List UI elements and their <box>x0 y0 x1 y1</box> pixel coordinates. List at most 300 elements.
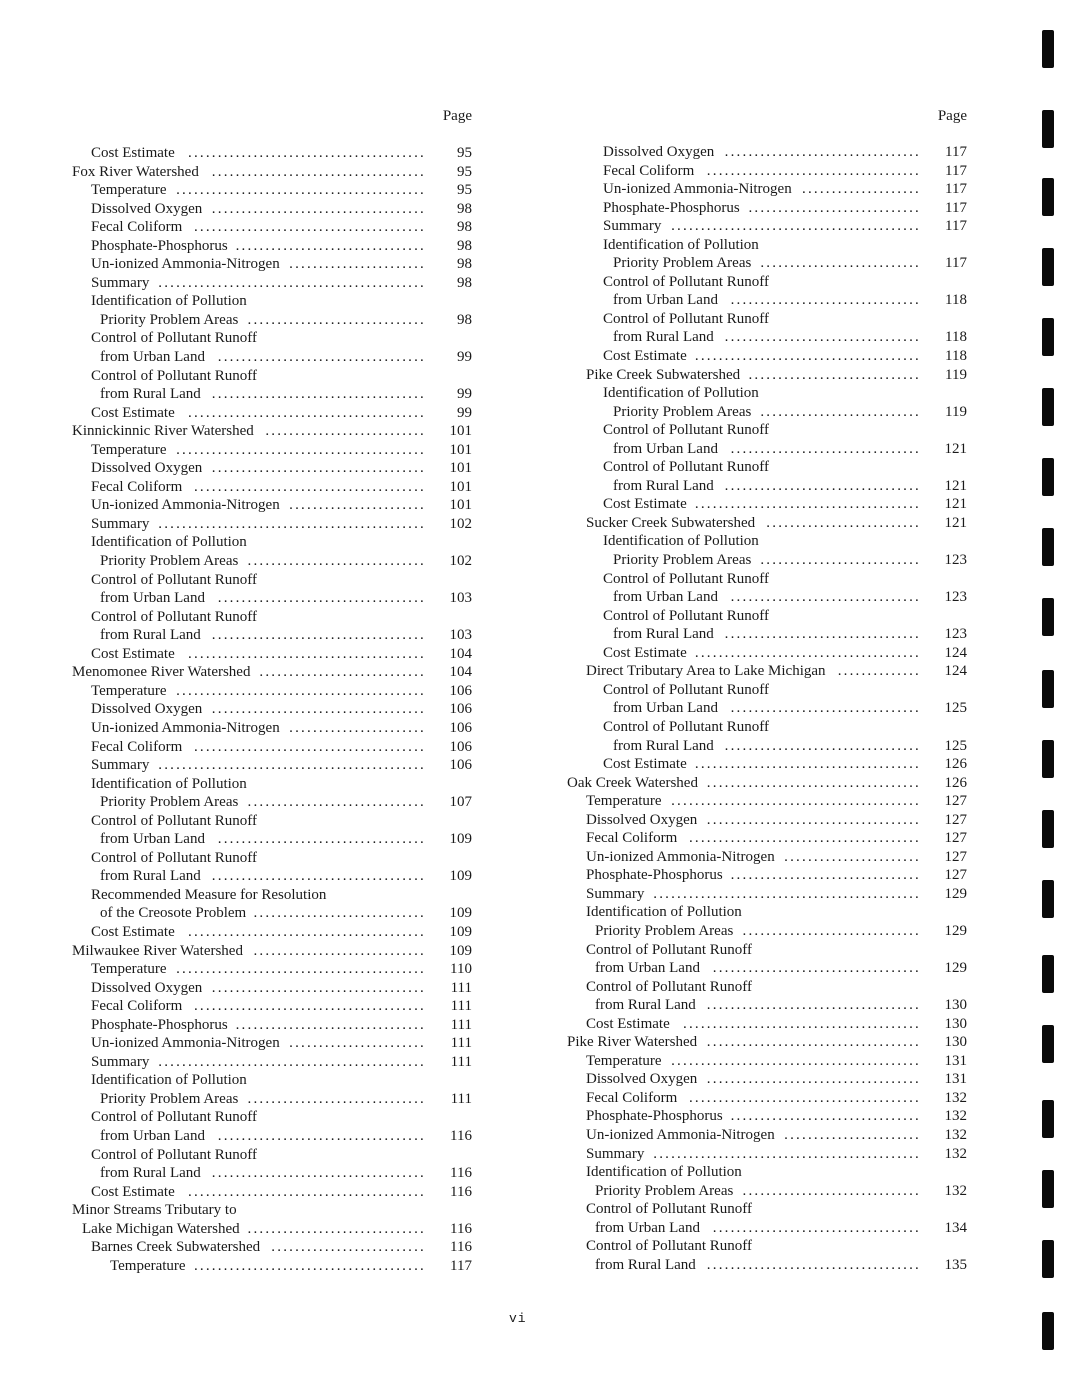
toc-entry-title: Barnes Creek Subwatershed <box>91 1239 261 1256</box>
dot-leader: ................................... <box>217 831 426 848</box>
toc-entry-title: Dissolved Oxygen <box>603 144 715 160</box>
toc-entry <box>567 681 967 700</box>
dot-leader: ....................................... <box>193 219 426 236</box>
toc-entry <box>567 1015 967 1034</box>
dot-leader: .................................... <box>706 774 921 791</box>
toc-entry <box>567 440 967 459</box>
toc-entry-title: Fox River Watershed <box>72 163 199 180</box>
toc-entry <box>567 532 967 551</box>
toc-entry-page: 124 <box>944 644 967 661</box>
toc-entry <box>567 1033 967 1052</box>
toc-entry-page: 102 <box>449 515 472 532</box>
toc-entry-title: Identification of Pollution <box>603 236 759 253</box>
dot-leader: .......................................... <box>176 961 426 978</box>
dot-leader: ................................. <box>724 737 921 754</box>
dot-leader: ....................... <box>289 256 426 273</box>
toc-entry-title: Sucker Creek Subwatershed <box>586 514 756 531</box>
toc-entry <box>567 310 967 329</box>
dot-leader: ................................ <box>235 237 426 254</box>
dot-leader: ............................................. <box>158 757 426 774</box>
toc-entry <box>567 254 967 273</box>
dot-leader: .................... <box>802 181 921 198</box>
toc-entry <box>72 163 472 182</box>
toc-entry-title: Fecal Coliform <box>91 478 183 495</box>
dot-leader: .............. <box>837 663 921 680</box>
toc-entry-title: Cost Estimate <box>91 145 175 161</box>
toc-entry-title: Priority Problem Areas <box>613 403 752 420</box>
binding-hole <box>1042 1025 1054 1063</box>
toc-entry-title: Dissolved Oxygen <box>586 811 698 828</box>
dot-leader: .................................... <box>211 627 426 644</box>
toc-entry <box>567 421 967 440</box>
toc-entry-title: from Rural Land <box>100 386 201 403</box>
toc-entry-title: Priority Problem Areas <box>613 552 752 569</box>
toc-entry-page: 125 <box>944 737 967 754</box>
toc-entry-page: 117 <box>945 144 967 160</box>
toc-entry <box>567 1126 967 1145</box>
dot-leader: ...................................... <box>694 348 921 365</box>
toc-entry <box>72 589 472 608</box>
toc-entry <box>72 886 472 905</box>
toc-entry-title: from Rural Land <box>613 626 714 643</box>
toc-entry <box>72 645 472 664</box>
toc-entry-page: 95 <box>457 182 472 199</box>
toc-entry-page: 95 <box>457 145 472 161</box>
toc-entry-page: 117 <box>945 255 967 272</box>
dot-leader: .............................. <box>247 794 426 811</box>
dot-leader: ....................................... <box>193 738 426 755</box>
dot-leader: ........................................ <box>188 645 426 662</box>
toc-entry <box>72 608 472 627</box>
toc-entry-title: Temperature <box>91 682 167 699</box>
toc-entry <box>567 829 967 848</box>
dot-leader: ................................. <box>724 329 921 346</box>
toc-entry-title: Cost Estimate <box>603 756 687 773</box>
toc-entry-page: 101 <box>449 497 472 514</box>
dot-leader: ............................. <box>748 199 921 216</box>
toc-entry-title: from Rural Land <box>595 1256 696 1273</box>
toc-entry-title: from Urban Land <box>613 700 718 717</box>
toc-entry-title: Lake Michigan Watershed <box>82 1220 240 1237</box>
toc-entry-title: Cost Estimate <box>91 923 175 940</box>
toc-entry <box>567 291 967 310</box>
toc-entry-page: 131 <box>944 1071 967 1088</box>
toc-entry-page: 98 <box>457 274 472 291</box>
toc-entry <box>72 830 472 849</box>
toc-entry-title: Fecal Coliform <box>91 998 183 1015</box>
toc-entry-title: Priority Problem Areas <box>595 922 734 939</box>
toc-entry-page: 116 <box>450 1220 472 1237</box>
toc-entry-title: Milwaukee River Watershed <box>72 942 243 959</box>
toc-entry-title: Priority Problem Areas <box>613 255 752 272</box>
toc-entry-page: 106 <box>449 757 472 774</box>
toc-entry <box>72 459 472 478</box>
toc-entry <box>72 441 472 460</box>
dot-leader: .......................................... <box>671 218 921 235</box>
toc-entry <box>567 236 967 255</box>
toc-entry <box>72 942 472 961</box>
toc-entry-title: from Rural Land <box>100 868 201 885</box>
dot-leader: ................................ <box>730 700 921 717</box>
toc-entry-title: Temperature <box>91 961 167 978</box>
toc-entry-page: 127 <box>944 848 967 865</box>
dot-leader: ...................................... <box>694 644 921 661</box>
toc-entry <box>567 718 967 737</box>
toc-entry-page: 109 <box>449 905 472 922</box>
toc-entry-title: Dissolved Oxygen <box>586 1071 698 1088</box>
toc-entry-title: Un-ionized Ammonia-Nitrogen <box>91 256 280 273</box>
dot-leader: .............................. <box>742 922 921 939</box>
toc-entry-title: Dissolved Oxygen <box>91 701 203 718</box>
dot-leader: ........................... <box>760 255 921 272</box>
toc-entry <box>567 1256 967 1275</box>
toc-entry-title: Un-ionized Ammonia-Nitrogen <box>91 719 280 736</box>
dot-leader: ................................... <box>217 1127 426 1144</box>
toc-entry-page: 116 <box>450 1165 472 1182</box>
toc-entry <box>567 514 967 533</box>
toc-entry <box>72 552 472 571</box>
toc-entry <box>72 496 472 515</box>
dot-leader: ................................. <box>724 477 921 494</box>
dot-leader: ........................................ <box>188 404 426 421</box>
toc-entry-title: Phosphate-Phosphorus <box>91 1016 228 1033</box>
toc-entry-page: 117 <box>945 199 967 216</box>
toc-entry-title: Control of Pollutant Runoff <box>603 607 769 624</box>
toc-entry-title: Control of Pollutant Runoff <box>603 681 769 698</box>
toc-entry-page: 126 <box>944 756 967 773</box>
dot-leader: .............................. <box>247 1090 426 1107</box>
toc-entry-title: Control of Pollutant Runoff <box>91 812 257 829</box>
toc-entry <box>567 811 967 830</box>
toc-entry <box>567 922 967 941</box>
binding-hole <box>1042 880 1054 918</box>
toc-entry-title: from Urban Land <box>100 349 205 366</box>
toc-entry-title: from Rural Land <box>100 627 201 644</box>
toc-entry-title: Un-ionized Ammonia-Nitrogen <box>603 181 792 198</box>
toc-entry <box>72 237 472 256</box>
toc-entry-title: Fecal Coliform <box>586 830 678 847</box>
page-folio: vi <box>509 1311 527 1326</box>
toc-entry <box>72 311 472 330</box>
toc-entry <box>72 756 472 775</box>
toc-entry <box>567 959 967 978</box>
dot-leader: ........................................ <box>683 1015 921 1032</box>
toc-entry <box>567 570 967 589</box>
toc-entry <box>72 404 472 423</box>
toc-entry-title: Kinnickinnic River Watershed <box>72 423 254 440</box>
toc-entry-page: 117 <box>945 218 967 235</box>
toc-entry-page: 119 <box>945 403 967 420</box>
toc-entry-page: 123 <box>944 626 967 643</box>
toc-entry-page: 99 <box>457 386 472 403</box>
dot-leader: ............................. <box>253 942 426 959</box>
toc-entry-title: Pike River Watershed <box>567 1034 698 1051</box>
toc-entry-title: Cost Estimate <box>586 1015 670 1032</box>
dot-leader: .................................... <box>211 868 426 885</box>
toc-entry-page: 109 <box>449 868 472 885</box>
toc-entry-title: Control of Pollutant Runoff <box>603 718 769 735</box>
toc-entry-page: 98 <box>457 237 472 254</box>
toc-entry <box>567 1070 967 1089</box>
toc-entry-title: Control of Pollutant Runoff <box>603 570 769 587</box>
toc-entry-page: 116 <box>450 1127 472 1144</box>
dot-leader: .................................... <box>211 701 426 718</box>
dot-leader: .................................... <box>706 1071 921 1088</box>
toc-entry <box>72 329 472 348</box>
toc-entry-page: 106 <box>449 738 472 755</box>
toc-entry-title: Direct Tributary Area to Lake Michigan <box>586 663 826 680</box>
toc-entry-title: Un-ionized Ammonia-Nitrogen <box>586 1126 775 1143</box>
toc-entry <box>567 495 967 514</box>
dot-leader: ....................................... <box>193 478 426 495</box>
toc-entry-title: Control of Pollutant Runoff <box>586 1201 752 1218</box>
toc-entry <box>567 625 967 644</box>
toc-entry <box>567 699 967 718</box>
toc-entry <box>72 775 472 794</box>
dot-leader: ................................... <box>712 1219 921 1236</box>
toc-entry-title: Identification of Pollution <box>91 775 247 792</box>
toc-entry-title: Control of Pollutant Runoff <box>603 310 769 327</box>
dot-leader: ................................ <box>235 1016 426 1033</box>
dot-leader: ................................... <box>217 349 426 366</box>
toc-entry-title: from Rural Land <box>613 329 714 346</box>
toc-entry-page: 109 <box>449 942 472 959</box>
toc-entry-title: Oak Creek Watershed <box>567 774 698 791</box>
toc-entry-title: Phosphate-Phosphorus <box>603 199 740 216</box>
toc-entry-title: Fecal Coliform <box>586 1089 678 1106</box>
dot-leader: ............................. <box>748 366 921 383</box>
toc-entry-title: Phosphate-Phosphorus <box>586 867 723 884</box>
toc-entry-page: 132 <box>944 1126 967 1143</box>
toc-entry <box>72 385 472 404</box>
toc-entry-page: 127 <box>944 793 967 810</box>
toc-entry <box>567 941 967 960</box>
toc-entry-title: Control of Pollutant Runoff <box>586 978 752 995</box>
toc-entry-title: Priority Problem Areas <box>100 311 239 328</box>
dot-leader: ................................ <box>730 867 921 884</box>
toc-entry <box>72 682 472 701</box>
toc-entry-page: 116 <box>450 1239 472 1256</box>
dot-leader: ........................................ <box>188 145 426 161</box>
toc-entry-page: 111 <box>450 979 472 996</box>
toc-entry <box>72 478 472 497</box>
dot-leader: .................................... <box>211 460 426 477</box>
dot-leader: .................................... <box>211 386 426 403</box>
toc-entry <box>72 793 472 812</box>
toc-entry-page: 125 <box>944 700 967 717</box>
dot-leader: ........................................ <box>188 1183 426 1200</box>
toc-entry-title: Summary <box>603 218 662 235</box>
dot-leader: .......................................... <box>671 1052 921 1069</box>
toc-entry-title: Recommended Measure for Resolution <box>91 886 327 903</box>
binding-hole <box>1042 248 1054 286</box>
toc-entry <box>72 1146 472 1165</box>
toc-entry-title: Minor Streams Tributary to <box>72 1202 237 1219</box>
toc-entry <box>567 588 967 607</box>
toc-entry <box>567 978 967 997</box>
toc-entry-title: from Urban Land <box>595 1219 700 1236</box>
toc-entry-title: from Rural Land <box>613 737 714 754</box>
toc-entry-title: Control of Pollutant Runoff <box>91 367 257 384</box>
toc-entry <box>72 1164 472 1183</box>
toc-entry-page: 118 <box>945 292 967 309</box>
toc-entry <box>72 663 472 682</box>
toc-entry <box>567 199 967 218</box>
toc-entry <box>567 1107 967 1126</box>
toc-entry <box>567 551 967 570</box>
binding-hole <box>1042 1312 1054 1350</box>
toc-entry-title: Fecal Coliform <box>91 738 183 755</box>
toc-entry-title: Control of Pollutant Runoff <box>603 459 769 476</box>
page-column-header: Page <box>937 108 967 124</box>
toc-entry-page: 130 <box>944 1034 967 1051</box>
toc-entry-title: Control of Pollutant Runoff <box>586 941 752 958</box>
toc-entry <box>72 422 472 441</box>
toc-entry-page: 99 <box>457 404 472 421</box>
toc-entry-page: 103 <box>449 627 472 644</box>
toc-entry-title: Summary <box>91 515 150 532</box>
toc-entry-title: from Rural Land <box>613 477 714 494</box>
dot-leader: ............................................. <box>158 515 426 532</box>
toc-entry-page: 132 <box>944 1089 967 1106</box>
dot-leader: ...................................... <box>694 756 921 773</box>
dot-leader: .................................... <box>211 1165 426 1182</box>
toc-entry-page: 126 <box>944 774 967 791</box>
toc-entry <box>72 367 472 386</box>
dot-leader: ............................................. <box>653 1145 921 1162</box>
toc-entry <box>567 217 967 236</box>
toc-entry-title: Priority Problem Areas <box>100 1090 239 1107</box>
toc-entries-right <box>567 143 967 1274</box>
toc-entry-title: Control of Pollutant Runoff <box>91 330 257 347</box>
dot-leader: .................................... <box>211 200 426 217</box>
toc-entry-page: 101 <box>449 441 472 458</box>
toc-entry-page: 123 <box>944 589 967 606</box>
dot-leader: ................................... <box>217 590 426 607</box>
toc-entry-page: 109 <box>449 831 472 848</box>
dot-leader: ....................... <box>289 497 426 514</box>
dot-leader: ....................... <box>784 848 921 865</box>
toc-entry <box>567 162 967 181</box>
toc-entry <box>567 1237 967 1256</box>
toc-entry-page: 132 <box>944 1108 967 1125</box>
toc-entry-title: Cost Estimate <box>91 1183 175 1200</box>
binding-hole <box>1042 740 1054 778</box>
toc-entry <box>72 515 472 534</box>
toc-entry-title: Temperature <box>91 182 167 199</box>
dot-leader: ............................................. <box>653 885 921 902</box>
toc-entry <box>72 1220 472 1239</box>
toc-entry <box>567 885 967 904</box>
toc-entry-title: Cost Estimate <box>603 644 687 661</box>
toc-entry <box>72 144 472 163</box>
toc-entry-page: 121 <box>944 514 967 531</box>
toc-entry-page: 111 <box>450 1090 472 1107</box>
toc-entry <box>72 923 472 942</box>
toc-entry <box>72 867 472 886</box>
toc-entry <box>567 866 967 885</box>
toc-entry-page: 127 <box>944 830 967 847</box>
toc-entry <box>567 180 967 199</box>
toc-entry <box>72 812 472 831</box>
toc-entry-page: 118 <box>945 348 967 365</box>
toc-entry-title: Identification of Pollution <box>603 533 759 550</box>
toc-entry <box>72 738 472 757</box>
toc-entry-page: 107 <box>449 794 472 811</box>
toc-entry-page: 98 <box>457 200 472 217</box>
toc-entry-page: 95 <box>457 163 472 180</box>
dot-leader: ........................... <box>265 423 426 440</box>
toc-entry-title: Temperature <box>91 441 167 458</box>
toc-entry-title: Fecal Coliform <box>91 219 183 236</box>
binding-hole <box>1042 388 1054 426</box>
toc-entry <box>567 848 967 867</box>
toc-entry <box>72 849 472 868</box>
toc-entry-title: Cost Estimate <box>603 348 687 365</box>
dot-leader: ................................ <box>730 1108 921 1125</box>
toc-entry-title: from Urban Land <box>595 960 700 977</box>
toc-entry-title: from Rural Land <box>100 1165 201 1182</box>
toc-entry <box>567 644 967 663</box>
toc-entry-page: 118 <box>945 329 967 346</box>
dot-leader: .............................. <box>247 1220 426 1237</box>
toc-entry-title: Cost Estimate <box>603 496 687 513</box>
toc-entry <box>567 737 967 756</box>
toc-entry-title: Summary <box>91 1053 150 1070</box>
toc-entry-title: Dissolved Oxygen <box>91 200 203 217</box>
toc-entry-title: Summary <box>586 885 645 902</box>
binding-hole <box>1042 178 1054 216</box>
dot-leader: .................................... <box>706 1034 921 1051</box>
toc-entry <box>567 458 967 477</box>
toc-entry-page: 132 <box>944 1145 967 1162</box>
toc-entry-page: 109 <box>449 923 472 940</box>
dot-leader: ........................... <box>760 403 921 420</box>
toc-entry <box>72 979 472 998</box>
dot-leader: .......................................... <box>176 441 426 458</box>
toc-entry-page: 98 <box>457 219 472 236</box>
toc-entry <box>72 348 472 367</box>
toc-entry-page: 121 <box>944 477 967 494</box>
dot-leader: ....................................... <box>193 998 426 1015</box>
dot-leader: ....................... <box>784 1126 921 1143</box>
toc-entry-page: 117 <box>450 1257 472 1274</box>
toc-entry-page: 111 <box>450 1016 472 1033</box>
toc-entry-page: 106 <box>449 701 472 718</box>
toc-entry-title: Control of Pollutant Runoff <box>91 608 257 625</box>
binding-hole <box>1042 598 1054 636</box>
toc-entry-title: Priority Problem Areas <box>100 794 239 811</box>
toc-entry-title: Dissolved Oxygen <box>91 979 203 996</box>
toc-entry-page: 127 <box>944 867 967 884</box>
toc-entry <box>72 1183 472 1202</box>
toc-entry <box>72 1127 472 1146</box>
dot-leader: ....................................... <box>193 1257 426 1274</box>
dot-leader: ....................... <box>289 1035 426 1052</box>
toc-entry <box>72 700 472 719</box>
toc-entry-title: from Rural Land <box>595 997 696 1014</box>
binding-hole <box>1042 458 1054 496</box>
toc-entry-title: Summary <box>91 274 150 291</box>
dot-leader: ................................. <box>724 144 921 160</box>
dot-leader: ................................ <box>730 440 921 457</box>
toc-entry <box>567 384 967 403</box>
toc-entry-page: 135 <box>944 1256 967 1273</box>
dot-leader: ........................................ <box>188 923 426 940</box>
dot-leader: .......................... <box>271 1239 426 1256</box>
toc-entry-title: Temperature <box>110 1257 186 1274</box>
toc-entry-page: 116 <box>450 1183 472 1200</box>
